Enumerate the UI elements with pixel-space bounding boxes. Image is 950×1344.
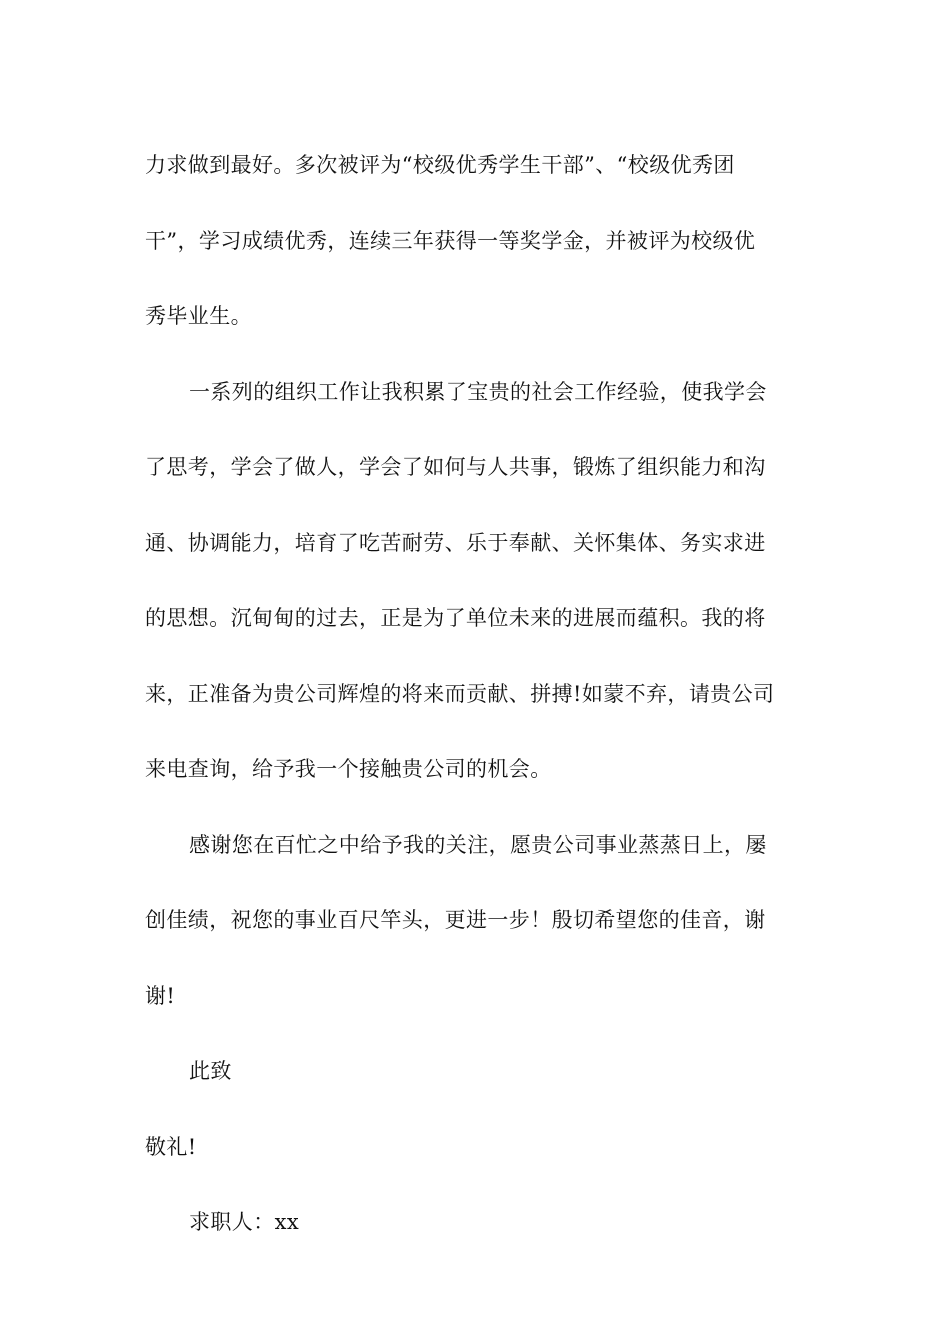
text-line: 通、协调能力，培育了吃苦耐劳、乐于奉献、关怀集体、务实求进 (145, 530, 766, 555)
closing-regards: 敬礼! (145, 1134, 197, 1159)
text-line: 了思考，学会了做人，学会了如何与人共事，锻炼了组织能力和沟 (145, 455, 766, 479)
text-line: 力求做到最好。多次被评为“校级优秀学生干部”、“校级优秀团 (145, 153, 735, 177)
text-line: 创佳绩，祝您的事业百尺竿头，更进一步！殷切希望您的佳音，谢 (145, 908, 766, 932)
text-line: 的思想。沉甸甸的过去，正是为了单位未来的进展而蕴积。我的将 (145, 606, 766, 630)
paragraph-achievements (145, 128, 807, 355)
letter-body (145, 128, 807, 1261)
text-line: 一系列的组织工作让我积累了宝贵的社会工作经验，使我学会 (189, 379, 767, 404)
text-line: 感谢您在百忙之中给予我的关注，愿贵公司事业蒸蒸日上，屡 (189, 832, 767, 857)
text-line: 来，正准备为贵公司辉煌的将来而贡献、拼搏!如蒙不弃，请贵公司 (145, 681, 775, 706)
paragraph-experience (145, 355, 807, 808)
paragraph-thanks (145, 808, 807, 1035)
signature: 求职人：xx (189, 1210, 300, 1234)
text-line: 来电查询，给予我一个接触贵公司的机会。 (145, 757, 552, 781)
closing-salutation: 此致 (189, 1059, 232, 1083)
text-line: 秀毕业生。 (145, 304, 252, 328)
text-line: 谢! (145, 983, 176, 1008)
closing-block (145, 1034, 807, 1261)
text-line: 干”，学习成绩优秀，连续三年获得一等奖学金，并被评为校级优 (145, 228, 756, 253)
